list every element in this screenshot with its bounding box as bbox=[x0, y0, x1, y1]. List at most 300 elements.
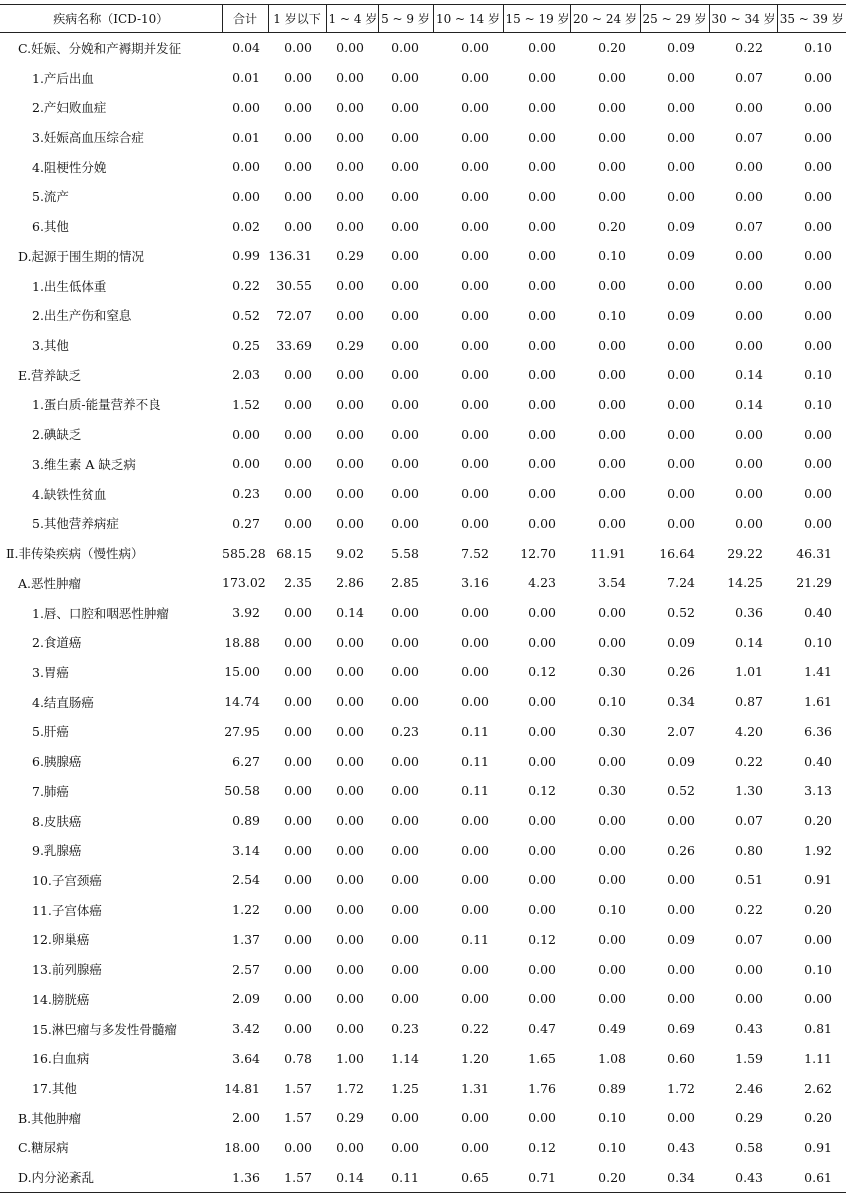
table-row bbox=[0, 776, 846, 806]
value-cell: 2.86 bbox=[336, 575, 364, 591]
value-cell: 0.11 bbox=[461, 931, 489, 947]
disease-name-cell: 5.其他营养病症 bbox=[32, 516, 119, 532]
value-cell: 0.00 bbox=[804, 991, 832, 1007]
value-cell: 0.52 bbox=[667, 783, 695, 799]
value-cell: 18.88 bbox=[224, 634, 260, 650]
value-cell: 0.00 bbox=[598, 99, 626, 115]
value-cell: 0.11 bbox=[461, 783, 489, 799]
table-row bbox=[0, 152, 846, 182]
value-cell: 0.00 bbox=[598, 159, 626, 175]
table-row bbox=[0, 479, 846, 509]
value-cell: 0.00 bbox=[336, 159, 364, 175]
column-header-age-under-1: 1 岁以下 bbox=[268, 5, 326, 33]
value-cell: 0.09 bbox=[667, 307, 695, 323]
value-cell: 0.00 bbox=[528, 872, 556, 888]
value-cell: 3.16 bbox=[461, 575, 489, 591]
value-cell: 0.00 bbox=[284, 159, 312, 175]
value-cell: 0.00 bbox=[528, 991, 556, 1007]
value-cell: 16.64 bbox=[659, 545, 695, 561]
value-cell: 0.00 bbox=[391, 129, 419, 145]
value-cell: 1.57 bbox=[284, 1080, 312, 1096]
value-cell: 1.65 bbox=[528, 1050, 556, 1066]
table-row bbox=[0, 63, 846, 93]
value-cell: 0.00 bbox=[804, 129, 832, 145]
table-row bbox=[0, 1133, 846, 1163]
value-cell: 0.00 bbox=[391, 842, 419, 858]
value-cell: 0.00 bbox=[804, 278, 832, 294]
value-cell: 0.29 bbox=[336, 248, 364, 264]
value-cell: 0.00 bbox=[336, 902, 364, 918]
value-cell: 0.00 bbox=[461, 991, 489, 1007]
value-cell: 0.00 bbox=[284, 70, 312, 86]
value-cell: 0.26 bbox=[667, 842, 695, 858]
value-cell: 0.00 bbox=[528, 188, 556, 204]
value-cell: 0.00 bbox=[391, 248, 419, 264]
value-cell: 0.00 bbox=[336, 842, 364, 858]
value-cell: 0.14 bbox=[735, 367, 763, 383]
value-cell: 0.00 bbox=[461, 664, 489, 680]
value-cell: 0.20 bbox=[804, 902, 832, 918]
value-cell: 0.00 bbox=[528, 99, 556, 115]
value-cell: 0.00 bbox=[461, 70, 489, 86]
value-cell: 0.00 bbox=[528, 723, 556, 739]
column-header-age-20-24: 20 ~ 24 岁 bbox=[570, 5, 640, 33]
value-cell: 0.00 bbox=[336, 872, 364, 888]
disease-name-cell: 13.前列腺癌 bbox=[32, 962, 102, 978]
column-header-age-35-39: 35 ~ 39 岁 bbox=[777, 5, 846, 33]
value-cell: 1.37 bbox=[232, 931, 260, 947]
value-cell: 9.02 bbox=[336, 545, 364, 561]
value-cell: 1.08 bbox=[598, 1050, 626, 1066]
value-cell: 0.49 bbox=[598, 1021, 626, 1037]
value-cell: 0.14 bbox=[735, 634, 763, 650]
value-cell: 0.60 bbox=[667, 1050, 695, 1066]
value-cell: 1.61 bbox=[804, 694, 832, 710]
value-cell: 0.00 bbox=[461, 1110, 489, 1126]
value-cell: 0.00 bbox=[528, 40, 556, 56]
value-cell: 0.00 bbox=[336, 664, 364, 680]
value-cell: 0.00 bbox=[336, 783, 364, 799]
value-cell: 3.64 bbox=[232, 1050, 260, 1066]
value-cell: 0.78 bbox=[284, 1050, 312, 1066]
value-cell: 0.14 bbox=[336, 605, 364, 621]
value-cell: 0.00 bbox=[284, 1139, 312, 1155]
table-row bbox=[0, 568, 846, 598]
value-cell: 0.00 bbox=[336, 694, 364, 710]
value-cell: 0.10 bbox=[804, 396, 832, 412]
value-cell: 0.00 bbox=[804, 486, 832, 502]
value-cell: 0.51 bbox=[735, 872, 763, 888]
value-cell: 0.00 bbox=[667, 129, 695, 145]
value-cell: 0.00 bbox=[391, 367, 419, 383]
value-cell: 0.00 bbox=[284, 605, 312, 621]
value-cell: 0.00 bbox=[804, 931, 832, 947]
value-cell: 0.00 bbox=[284, 486, 312, 502]
value-cell: 0.00 bbox=[667, 1110, 695, 1126]
value-cell: 1.01 bbox=[735, 664, 763, 680]
value-cell: 46.31 bbox=[796, 545, 832, 561]
value-cell: 7.24 bbox=[667, 575, 695, 591]
table-row bbox=[0, 1043, 846, 1073]
value-cell: 0.20 bbox=[598, 40, 626, 56]
value-cell: 0.20 bbox=[570, 1162, 640, 1192]
disease-name-cell: 9.乳腺癌 bbox=[32, 843, 82, 859]
value-cell: 0.00 bbox=[284, 694, 312, 710]
disease-name-cell: 4.阻梗性分娩 bbox=[32, 159, 107, 175]
value-cell: 0.00 bbox=[232, 456, 260, 472]
value-cell: 0.00 bbox=[284, 40, 312, 56]
value-cell: 0.00 bbox=[598, 991, 626, 1007]
table-row bbox=[0, 984, 846, 1014]
column-header-age-15-19: 15 ~ 19 岁 bbox=[503, 5, 570, 33]
value-cell: 0.00 bbox=[391, 456, 419, 472]
value-cell: 0.00 bbox=[336, 367, 364, 383]
value-cell: 1.57 bbox=[284, 1110, 312, 1126]
table-row bbox=[0, 92, 846, 122]
value-cell: 0.14 bbox=[735, 396, 763, 412]
value-cell: 0.00 bbox=[528, 842, 556, 858]
value-cell: 0.09 bbox=[667, 931, 695, 947]
value-cell: 0.00 bbox=[391, 1110, 419, 1126]
table-row bbox=[0, 419, 846, 449]
value-cell: 173.02 bbox=[222, 575, 266, 591]
value-cell: 1.25 bbox=[391, 1080, 419, 1096]
value-cell: 1.14 bbox=[391, 1050, 419, 1066]
value-cell: 0.00 bbox=[461, 872, 489, 888]
disease-name-cell: 3.维生素 A 缺乏病 bbox=[32, 456, 136, 472]
table-row bbox=[0, 33, 846, 63]
value-cell: 30.55 bbox=[276, 278, 312, 294]
value-cell: 0.10 bbox=[598, 694, 626, 710]
column-header-age-30-34: 30 ~ 34 岁 bbox=[709, 5, 777, 33]
value-cell: 1.92 bbox=[804, 842, 832, 858]
value-cell: 0.00 bbox=[391, 1139, 419, 1155]
disease-name-cell: 17.其他 bbox=[32, 1081, 77, 1097]
value-cell: 0.10 bbox=[804, 367, 832, 383]
value-cell: 1.76 bbox=[528, 1080, 556, 1096]
table-row bbox=[0, 598, 846, 628]
value-cell: 0.00 bbox=[336, 278, 364, 294]
value-cell: 0.00 bbox=[804, 456, 832, 472]
value-cell: 33.69 bbox=[276, 337, 312, 353]
value-cell: 0.52 bbox=[232, 307, 260, 323]
value-cell: 0.14 bbox=[326, 1162, 378, 1192]
table-row bbox=[0, 211, 846, 241]
value-cell: 0.00 bbox=[391, 753, 419, 769]
value-cell: 0.00 bbox=[528, 367, 556, 383]
value-cell: 0.00 bbox=[598, 605, 626, 621]
value-cell: 0.47 bbox=[528, 1021, 556, 1037]
value-cell: 0.30 bbox=[598, 723, 626, 739]
value-cell: 0.00 bbox=[284, 426, 312, 442]
value-cell: 0.00 bbox=[336, 188, 364, 204]
value-cell: 0.00 bbox=[735, 99, 763, 115]
value-cell: 0.00 bbox=[461, 486, 489, 502]
value-cell: 1.72 bbox=[667, 1080, 695, 1096]
value-cell: 0.00 bbox=[336, 515, 364, 531]
value-cell: 1.00 bbox=[336, 1050, 364, 1066]
value-cell: 0.10 bbox=[598, 902, 626, 918]
table-row bbox=[0, 1162, 846, 1192]
value-cell: 0.22 bbox=[735, 902, 763, 918]
value-cell: 0.00 bbox=[391, 634, 419, 650]
value-cell: 0.00 bbox=[667, 70, 695, 86]
value-cell: 0.30 bbox=[598, 783, 626, 799]
value-cell: 0.00 bbox=[598, 961, 626, 977]
value-cell: 0.00 bbox=[336, 99, 364, 115]
value-cell: 0.00 bbox=[336, 1139, 364, 1155]
value-cell: 0.00 bbox=[336, 218, 364, 234]
value-cell: 0.00 bbox=[461, 902, 489, 918]
value-cell: 0.07 bbox=[735, 218, 763, 234]
disease-name-cell: 11.子宫体癌 bbox=[32, 902, 102, 918]
value-cell: 0.00 bbox=[598, 842, 626, 858]
value-cell: 14.74 bbox=[224, 694, 260, 710]
value-cell: 0.43 bbox=[709, 1162, 777, 1192]
value-cell: 0.00 bbox=[336, 426, 364, 442]
value-cell: 0.20 bbox=[804, 1110, 832, 1126]
value-cell: 0.00 bbox=[336, 129, 364, 145]
value-cell: 1.31 bbox=[461, 1080, 489, 1096]
table-row bbox=[0, 1014, 846, 1044]
value-cell: 2.09 bbox=[232, 991, 260, 1007]
value-cell: 0.00 bbox=[391, 961, 419, 977]
value-cell: 0.20 bbox=[598, 218, 626, 234]
value-cell: 0.12 bbox=[528, 931, 556, 947]
value-cell: 11.91 bbox=[590, 545, 626, 561]
value-cell: 0.00 bbox=[461, 396, 489, 412]
disease-name-cell: 1.唇、口腔和咽恶性肿瘤 bbox=[32, 605, 169, 621]
value-cell: 0.61 bbox=[777, 1162, 846, 1192]
value-cell: 0.00 bbox=[598, 396, 626, 412]
value-cell: 14.81 bbox=[224, 1080, 260, 1096]
disease-name-cell: 5.流产 bbox=[32, 189, 69, 205]
table-row bbox=[0, 390, 846, 420]
value-cell: 27.95 bbox=[224, 723, 260, 739]
value-cell: 0.00 bbox=[391, 991, 419, 1007]
value-cell: 0.00 bbox=[804, 99, 832, 115]
value-cell: 0.00 bbox=[667, 872, 695, 888]
table-row bbox=[0, 300, 846, 330]
table-row bbox=[0, 241, 846, 271]
value-cell: 0.00 bbox=[461, 694, 489, 710]
value-cell: 0.00 bbox=[284, 872, 312, 888]
disease-name-cell: 12.卵巢癌 bbox=[32, 932, 90, 948]
table-row bbox=[0, 835, 846, 865]
value-cell: 0.10 bbox=[804, 40, 832, 56]
value-cell: 0.00 bbox=[804, 515, 832, 531]
value-cell: 0.43 bbox=[735, 1021, 763, 1037]
value-cell: 0.00 bbox=[284, 664, 312, 680]
value-cell: 15.00 bbox=[224, 664, 260, 680]
value-cell: 0.00 bbox=[391, 337, 419, 353]
value-cell: 0.00 bbox=[598, 634, 626, 650]
table-row bbox=[0, 122, 846, 152]
value-cell: 0.00 bbox=[461, 515, 489, 531]
table-row bbox=[0, 746, 846, 776]
table-row bbox=[0, 687, 846, 717]
value-cell: 0.00 bbox=[667, 278, 695, 294]
value-cell: 0.00 bbox=[461, 842, 489, 858]
value-cell: 0.26 bbox=[667, 664, 695, 680]
column-header-age-25-29: 25 ~ 29 岁 bbox=[640, 5, 709, 33]
value-cell: 0.00 bbox=[528, 396, 556, 412]
value-cell: 0.00 bbox=[528, 961, 556, 977]
value-cell: 0.00 bbox=[598, 872, 626, 888]
value-cell: 1.52 bbox=[232, 396, 260, 412]
value-cell: 3.92 bbox=[232, 605, 260, 621]
value-cell: 1.72 bbox=[336, 1080, 364, 1096]
value-cell: 0.00 bbox=[461, 426, 489, 442]
value-cell: 0.00 bbox=[528, 248, 556, 264]
value-cell: 3.42 bbox=[232, 1021, 260, 1037]
value-cell: 1.36 bbox=[222, 1162, 268, 1192]
table-row bbox=[0, 509, 846, 539]
value-cell: 0.00 bbox=[667, 961, 695, 977]
value-cell: 0.00 bbox=[284, 813, 312, 829]
value-cell: 5.58 bbox=[391, 545, 419, 561]
value-cell: 6.36 bbox=[804, 723, 832, 739]
value-cell: 0.00 bbox=[598, 515, 626, 531]
value-cell: 0.58 bbox=[735, 1139, 763, 1155]
value-cell: 0.00 bbox=[284, 188, 312, 204]
value-cell: 6.27 bbox=[232, 753, 260, 769]
value-cell: 0.00 bbox=[528, 456, 556, 472]
value-cell: 0.00 bbox=[598, 456, 626, 472]
value-cell: 0.00 bbox=[598, 426, 626, 442]
value-cell: 0.09 bbox=[667, 634, 695, 650]
value-cell: 0.00 bbox=[284, 902, 312, 918]
value-cell: 0.00 bbox=[598, 813, 626, 829]
disease-name-cell: 3.其他 bbox=[32, 338, 69, 354]
value-cell: 0.00 bbox=[735, 307, 763, 323]
value-cell: 0.00 bbox=[735, 426, 763, 442]
disease-name-cell: 7.肺癌 bbox=[32, 783, 69, 799]
value-cell: 1.20 bbox=[461, 1050, 489, 1066]
value-cell: 29.22 bbox=[727, 545, 763, 561]
value-cell: 0.07 bbox=[735, 813, 763, 829]
disease-name-cell: 3.胃癌 bbox=[32, 664, 69, 680]
value-cell: 0.00 bbox=[284, 515, 312, 531]
value-cell: 0.52 bbox=[667, 605, 695, 621]
value-cell: 0.00 bbox=[391, 783, 419, 799]
value-cell: 2.03 bbox=[232, 367, 260, 383]
value-cell: 0.00 bbox=[528, 605, 556, 621]
value-cell: 0.29 bbox=[336, 1110, 364, 1126]
value-cell: 0.00 bbox=[232, 159, 260, 175]
value-cell: 1.22 bbox=[232, 902, 260, 918]
table-header-row bbox=[0, 5, 846, 33]
value-cell: 0.00 bbox=[804, 188, 832, 204]
value-cell: 0.00 bbox=[598, 129, 626, 145]
value-cell: 2.35 bbox=[284, 575, 312, 591]
value-cell: 1.59 bbox=[735, 1050, 763, 1066]
disease-name-cell: 3.妊娠高血压综合症 bbox=[32, 130, 144, 146]
value-cell: 0.00 bbox=[598, 367, 626, 383]
value-cell: 0.00 bbox=[391, 605, 419, 621]
disease-name-cell: 6.其他 bbox=[32, 219, 69, 235]
value-cell: 0.00 bbox=[528, 218, 556, 234]
value-cell: 0.04 bbox=[232, 40, 260, 56]
value-cell: 0.01 bbox=[232, 70, 260, 86]
value-cell: 0.00 bbox=[336, 70, 364, 86]
value-cell: 4.20 bbox=[735, 723, 763, 739]
value-cell: 0.81 bbox=[804, 1021, 832, 1037]
value-cell: 0.00 bbox=[667, 337, 695, 353]
disease-name-cell: 4.结直肠癌 bbox=[32, 694, 94, 710]
disease-name-cell: D.内分泌紊乱 bbox=[0, 1162, 222, 1192]
table-row bbox=[0, 627, 846, 657]
value-cell: 0.00 bbox=[528, 278, 556, 294]
value-cell: 0.00 bbox=[804, 248, 832, 264]
value-cell: 0.00 bbox=[284, 1021, 312, 1037]
value-cell: 0.00 bbox=[336, 723, 364, 739]
value-cell: 0.00 bbox=[391, 218, 419, 234]
value-cell: 0.00 bbox=[284, 218, 312, 234]
value-cell: 0.10 bbox=[598, 307, 626, 323]
value-cell: 0.12 bbox=[528, 664, 556, 680]
table-row bbox=[0, 449, 846, 479]
value-cell: 0.91 bbox=[804, 1139, 832, 1155]
value-cell: 0.89 bbox=[232, 813, 260, 829]
value-cell: 1.11 bbox=[804, 1050, 832, 1066]
value-cell: 0.00 bbox=[528, 813, 556, 829]
value-cell: 0.00 bbox=[461, 218, 489, 234]
value-cell: 0.00 bbox=[528, 307, 556, 323]
value-cell: 0.00 bbox=[598, 486, 626, 502]
value-cell: 0.11 bbox=[461, 723, 489, 739]
value-cell: 0.23 bbox=[232, 486, 260, 502]
disease-name-cell: Ⅱ.非传染疾病（慢性病） bbox=[6, 546, 144, 562]
value-cell: 0.00 bbox=[284, 842, 312, 858]
value-cell: 0.00 bbox=[735, 159, 763, 175]
table-row bbox=[0, 360, 846, 390]
value-cell: 0.00 bbox=[804, 426, 832, 442]
value-cell: 3.54 bbox=[598, 575, 626, 591]
value-cell: 0.00 bbox=[336, 456, 364, 472]
value-cell: 0.00 bbox=[598, 753, 626, 769]
value-cell: 0.00 bbox=[735, 961, 763, 977]
value-cell: 0.00 bbox=[284, 129, 312, 145]
value-cell: 0.00 bbox=[667, 486, 695, 502]
value-cell: 0.00 bbox=[804, 337, 832, 353]
value-cell: 0.00 bbox=[667, 367, 695, 383]
value-cell: 0.07 bbox=[735, 931, 763, 947]
disease-name-cell: 5.肝癌 bbox=[32, 724, 69, 740]
value-cell: 21.29 bbox=[796, 575, 832, 591]
value-cell: 0.00 bbox=[284, 961, 312, 977]
value-cell: 0.00 bbox=[598, 278, 626, 294]
table-row bbox=[0, 865, 846, 895]
value-cell: 0.10 bbox=[598, 1139, 626, 1155]
value-cell: 0.00 bbox=[528, 337, 556, 353]
value-cell: 1.30 bbox=[735, 783, 763, 799]
value-cell: 0.00 bbox=[336, 753, 364, 769]
value-cell: 0.00 bbox=[336, 634, 364, 650]
value-cell: 0.00 bbox=[667, 188, 695, 204]
value-cell: 50.58 bbox=[224, 783, 260, 799]
value-cell: 1.41 bbox=[804, 664, 832, 680]
value-cell: 0.00 bbox=[667, 813, 695, 829]
value-cell: 0.00 bbox=[284, 783, 312, 799]
value-cell: 0.00 bbox=[461, 278, 489, 294]
disease-name-cell: 4.缺铁性贫血 bbox=[32, 486, 107, 502]
value-cell: 0.00 bbox=[391, 396, 419, 412]
value-cell: 0.00 bbox=[461, 1139, 489, 1155]
value-cell: 0.00 bbox=[667, 396, 695, 412]
value-cell: 0.09 bbox=[667, 753, 695, 769]
value-cell: 0.22 bbox=[735, 753, 763, 769]
